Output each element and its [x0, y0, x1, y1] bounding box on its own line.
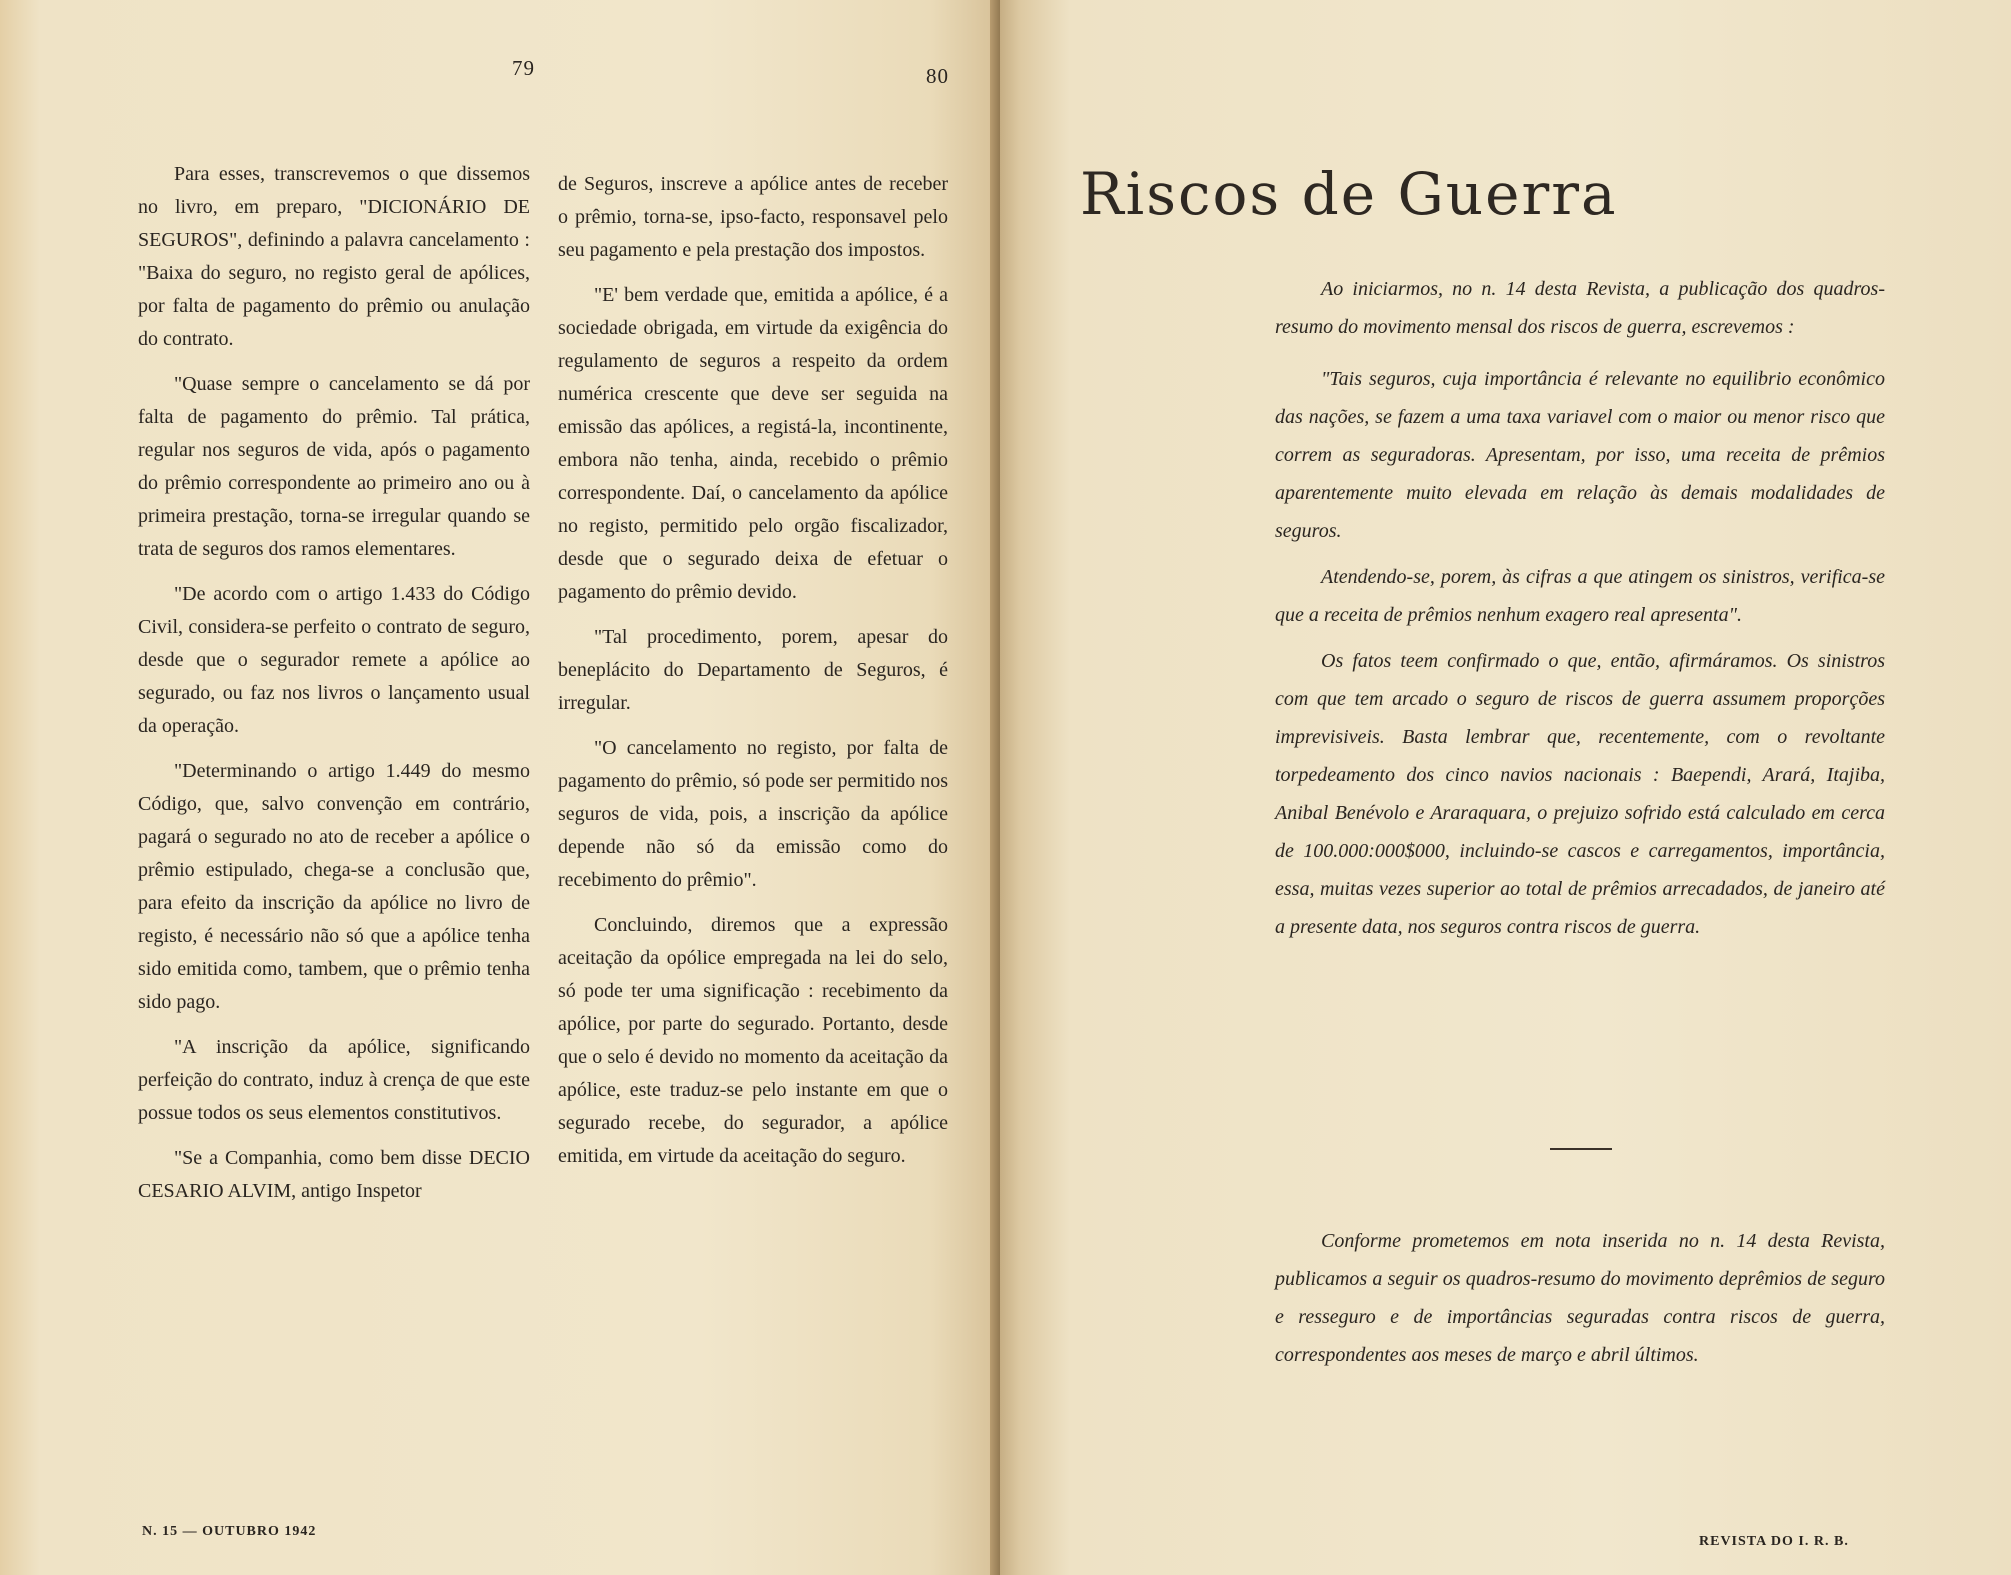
page-number-79: 79 [512, 56, 535, 80]
paragraph: de Seguros, inscreve a apólice antes de receber o prêmio, torna-se, ipso-facto, responsavel pelo seu pagamento e pela prestação dos impostos. [558, 173, 948, 261]
paragraph: Ao iniciarmos, no n. 14 desta Revista, a publicação dos quadros-resumo do movimento mensal dos riscos de guerra, escrevemos : [1275, 278, 1885, 338]
paragraph: Para esses, transcrevemos o que dissemos no livro, em preparo, "DICIONÁRIO DE SEGUROS", definindo a palavra cancelamento : "Baixa do seguro, no registo geral de apólices, por falta de pagamento do prêmio ou anulação do contrato. [138, 163, 530, 350]
paragraph: "Determinando o artigo 1.449 do mesmo Código, que, salvo convenção em contrário, pagará o segurado no ato de receber a apólice o prêmio estipulado, chega-se a conclusão que, para efeito da inscrição da apólice no livro de registo, é necessário não só que a apólice tenha sido emitida como, tambem, que o prêmio tenha sido pago. [138, 760, 530, 1013]
paragraph: Atendendo-se, porem, às cifras a que atingem os sinistros, verifica-se que a receita de prêmios nenhum exagero real apresenta". [1275, 566, 1885, 626]
paragraph: Concluindo, diremos que a expressão aceitação da opólice empregada na lei do selo, só pode ter uma significação : recebimento da apólice, por parte do segurado. Portanto, desde que o selo é devido no momento da aceitação da apólice, este traduz-se pelo instante em que o segurado recebe, do segurador, a apólice emitida, em virtude da aceitação do seguro. [558, 914, 948, 1167]
section-divider [1550, 1148, 1612, 1150]
left-page [0, 0, 1000, 1575]
text-column-2 [558, 168, 948, 1185]
closing-paragraph-block [1275, 1222, 1885, 1382]
paragraph: "E' bem verdade que, emitida a apólice, é a sociedade obrigada, em virtude da exigência do regulamento de seguros a respeito da ordem numérica crescente que deve ser seguida na emissão das apólices, a registá-la, incontinente, embora não tenha, ainda, recebido o prêmio correspondente. Daí, o cancelamento da apólice no registo, permitido pelo orgão fiscalizador, desde que o segurado deixa de efetuar o pagamento do prêmio devido. [558, 284, 948, 603]
page-number-80: 80 [926, 64, 949, 88]
paragraph: Conforme prometemos em nota inserida no n. 14 desta Revista, publicamos a seguir os quadros-resumo do movimento deprêmios de seguro e resseguro e de importâncias seguradas contra riscos de guerra, correspondentes aos meses de março e abril últimos. [1275, 1230, 1885, 1366]
paragraph: "De acordo com o artigo 1.433 do Código Civil, considera-se perfeito o contrato de seguro, desde que o segurador remete a apólice ao segurado, ou faz nos livros o lançamento usual da operação. [138, 583, 530, 737]
article-title: Riscos de Guerra [1080, 160, 1618, 228]
paragraph: "Tais seguros, cuja importância é relevante no equilibrio econômico das nações, se fazem a uma taxa variavel com o maior ou menor risco que correm as seguradoras. Apresentam, por isso, uma receita de prêmios aparentemente muito elevada em relação às demais modalidades de seguros. [1275, 368, 1885, 542]
paragraph: Os fatos teem confirmado o que, então, afirmáramos. Os sinistros com que tem arcado o seguro de riscos de guerra assumem proporções imprevisiveis. Basta lembrar que, recentemente, com o revoltante torpedeamento dos cinco navios nacionais : Baependi, Arará, Itajiba, Anibal Benévolo e Araraquara, o prejuizo sofrido está calculado em cerca de 100.000:000$000, incluindo-se cascos e carregamentos, importância, essa, muitas vezes superior ao total de prêmios arrecadados, de janeiro até a presente data, nos seguros contra riscos de guerra. [1275, 650, 1885, 938]
paragraph: "Se a Companhia, como bem disse DECIO CESARIO ALVIM, antigo Inspetor [138, 1147, 530, 1202]
paragraph: "O cancelamento no registo, por falta de pagamento do prêmio, só pode ser permitido nos seguros de vida, pois, a inscrição da apólice depende não só da emissão como do recebimento do prêmio". [558, 737, 948, 891]
paragraph: "Quase sempre o cancelamento se dá por falta de pagamento do prêmio. Tal prática, regular nos seguros de vida, após o pagamento do prêmio correspondente ao primeiro ano ou à primeira prestação, torna-se irregular quando se trata de seguros dos ramos elementares. [138, 373, 530, 560]
paragraph: "A inscrição da apólice, significando perfeição do contrato, induz à crença de que este possue todos os seus elementos constitutivos. [138, 1036, 530, 1124]
issue-footer: N. 15 — OUTUBRO 1942 [142, 1524, 317, 1539]
paragraph: "Tal procedimento, porem, apesar do beneplácito do Departamento de Seguros, é irregular. [558, 626, 948, 714]
right-page [1000, 0, 2011, 1575]
article-body [1275, 270, 1885, 954]
magazine-footer: REVISTA DO I. R. B. [1699, 1534, 1849, 1549]
text-column-1 [138, 158, 530, 1220]
